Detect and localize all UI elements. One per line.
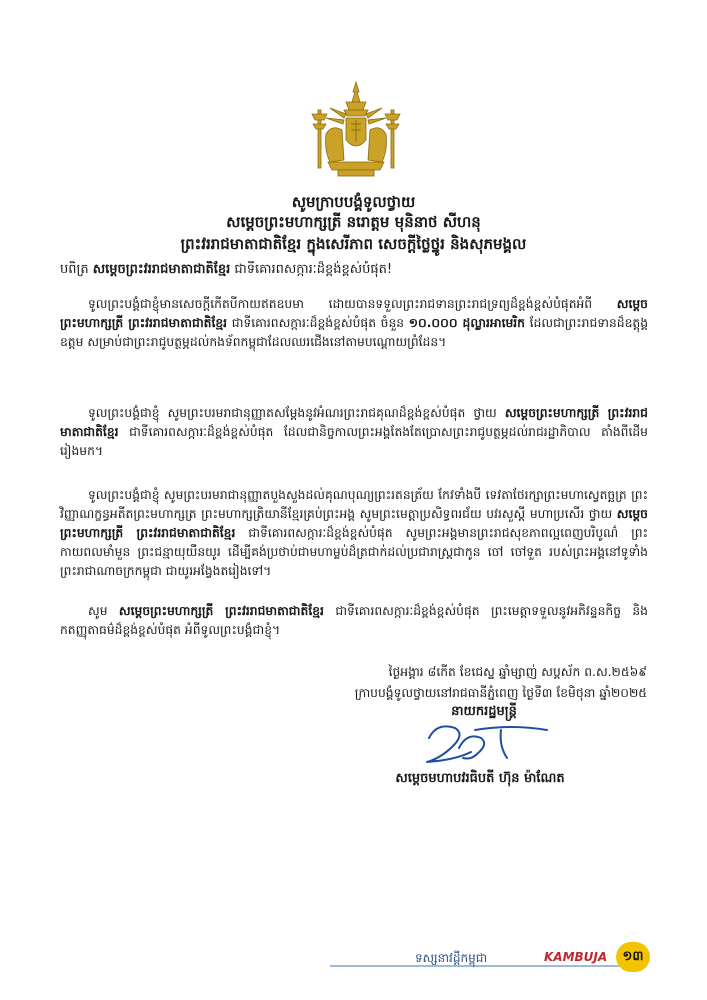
body-paragraph-2: [60, 404, 648, 461]
signer-name: សម្តេចមហាបវរធិបតី ហ៊ុន ម៉ាណែត: [395, 771, 565, 786]
paragraph-text: ជាទីគោរពសក្ការៈដ៏ខ្ពង់ខ្ពស់បំផុត សូមព្រះអង្គមានព្រះរាជសុខភាពល្អពេញបរិបូណ៌ ព្រះកាយពលមាំមួន ព្រះជន្មាយុយឺនយូរ ដើម្បីគង់ប្រថាប់ជាមហាម្លប់ដ៏ត្រជាក់ដល់ប្រជារាស្ត្រជាកូន ចៅ ចៅទួត របស់ព្រះអង្គនៅទូទាំងព្រះរាជាណាចក្រកម្ពុជា ជាយូរអង្វែងតរៀងទៅ។: [60, 526, 648, 578]
salutation-prefix: បពិត្រ: [60, 262, 93, 277]
royal-coat-of-arms-emblem: [308, 80, 404, 180]
paragraph-text: សូម: [88, 604, 119, 618]
addressee-line: សូមក្រាបបង្គំទូលថ្វាយ: [291, 193, 416, 211]
lunar-date: ថ្ងៃអង្គារ ៨កើត ខែជេស្ឋ ឆ្នាំម្សាញ់ សប្តស័ក ព.ស.២៥៦៩: [388, 665, 647, 679]
body-paragraph-1: [60, 295, 648, 352]
footer-publication-title: ទស្សនាវដ្តីកម្ពុជា: [415, 951, 488, 965]
body-paragraph-4: [60, 602, 648, 640]
page-number-badge: ១៣: [616, 942, 650, 972]
paragraph-bold: សម្តេចព្រះមហាក្សត្រី ព្រះវររាជមាតាជាតិខ្មែរ: [118, 604, 324, 618]
addressee-title: ព្រះវររាជមាតាជាតិខ្មែរ ក្នុងសេរីភាព សេចក្តីថ្លៃថ្នូរ និងសុភមង្គល: [180, 235, 527, 253]
handwritten-signature: [415, 718, 555, 770]
paragraph-text: ជាទីគោរពសក្ការៈដ៏ខ្ពង់ខ្ពស់បំផុត ព្រះមេត្តាទទួលនូវអភិវន្ទនកិច្ច និងកតញ្ញុតាធម៌ដ៏ខ្ពង់ខ្ពស់បំផុត អំពីទូលព្រះបង្គំជាខ្ញុំ។: [60, 604, 648, 637]
solar-date-place: ក្រាបបង្គំទូលថ្វាយនៅរាជធានីភ្នំពេញ ថ្ងៃទី៣ ខែមិថុនា ឆ្នាំ២០២៥: [354, 686, 647, 700]
paragraph-text: ដែលជាព្រះរាជទានដ៏ឧត្តុង្គឧត្តម សម្រាប់ជាព្រះរាជូបត្ថម្ភដល់កងទ័ពកម្ពុជាដែលឈរជើងនៅតាមបណ្តោយព្រំដែន។: [60, 316, 648, 349]
signer-office: នាយករដ្ឋមន្ត្រី: [451, 704, 517, 719]
salutation-suffix: ជាទីគោរពសក្ការៈដ៏ខ្ពង់ខ្ពស់បំផុត!: [230, 262, 393, 277]
paragraph-text: ទូលព្រះបង្គំជាខ្ញុំមានសេចក្តីកើតបីកាយឥតឧបមា ដោយបានទទួលព្រះរាជទានព្រះរាជទ្រព្យដ៏ខ្ពង់ខ្ពស់បំផុតអំពី: [88, 297, 617, 311]
donation-amount: ១០.០០០ ដុល្លារអាមេរិក: [408, 316, 525, 330]
body-paragraph-3: [60, 486, 648, 581]
salutation-name: សម្តេចព្រះវររាជមាតាជាតិខ្មែរ: [92, 262, 231, 277]
paragraph-text: ទូលព្រះបង្គំជាខ្ញុំ សូមព្រះបរមរាជានុញ្ញាតបួងសួងដល់គុណបុណ្យព្រះរតនត្រ័យ កែវទាំងបី ទេវតាថែរក្សាព្រះមហាស្វេតច្ឆត្រ ព្រះវិញ្ញាណក្ខន្ធអតីតព្រះមហាក្សត្រ ព្រះមហាក្សត្រិយានីខ្មែរគ្រប់ព្រះអង្គ សូមព្រះមេត្តាប្រសិទ្ធពរជ័យ បវរសួស្តី មហាប្រសើរ ថ្វាយ: [60, 488, 648, 521]
paragraph-text: ជាទីគោរពសក្ការៈដ៏ខ្ពង់ខ្ពស់បំផុត ចំនួន: [227, 316, 409, 330]
salutation: [60, 261, 640, 279]
paragraph-text: ទូលព្រះបង្គំជាខ្ញុំ សូមព្រះបរមរាជានុញ្ញាតសម្តែងនូវអំណរព្រះរាជគុណដ៏ខ្ពង់ខ្ពស់បំផុត ថ្វាយ: [88, 406, 505, 420]
paragraph-text: ជាទីគោរពសក្ការៈដ៏ខ្ពង់ខ្ពស់បំផុត ដែលជានិច្ចកាលព្រះអង្គតែងតែប្រោសព្រះរាជូបត្ថម្ភដល់រាជរដ្ឋាភិបាល តាំងពីដើមរៀងមក។: [60, 425, 648, 458]
paragraph-bold: សម្តេចព្រះមហាក្សត្រី ព្រះវររាជមាតាជាតិខ្មែរ: [60, 507, 648, 540]
addressee-name: សម្តេចព្រះមហាក្សត្រី នរោត្តម មុនិនាថ សីហនុ: [226, 213, 481, 231]
paragraph-bold: សម្តេចព្រះមហាក្សត្រី ព្រះវររាជមាតាជាតិខ្មែរ: [60, 297, 648, 330]
paragraph-bold: សម្តេចព្រះមហាក្សត្រី ព្រះវររាជមាតាជាតិខ្មែរ: [60, 406, 648, 439]
footer-brand: KAMBUJA: [544, 950, 608, 964]
